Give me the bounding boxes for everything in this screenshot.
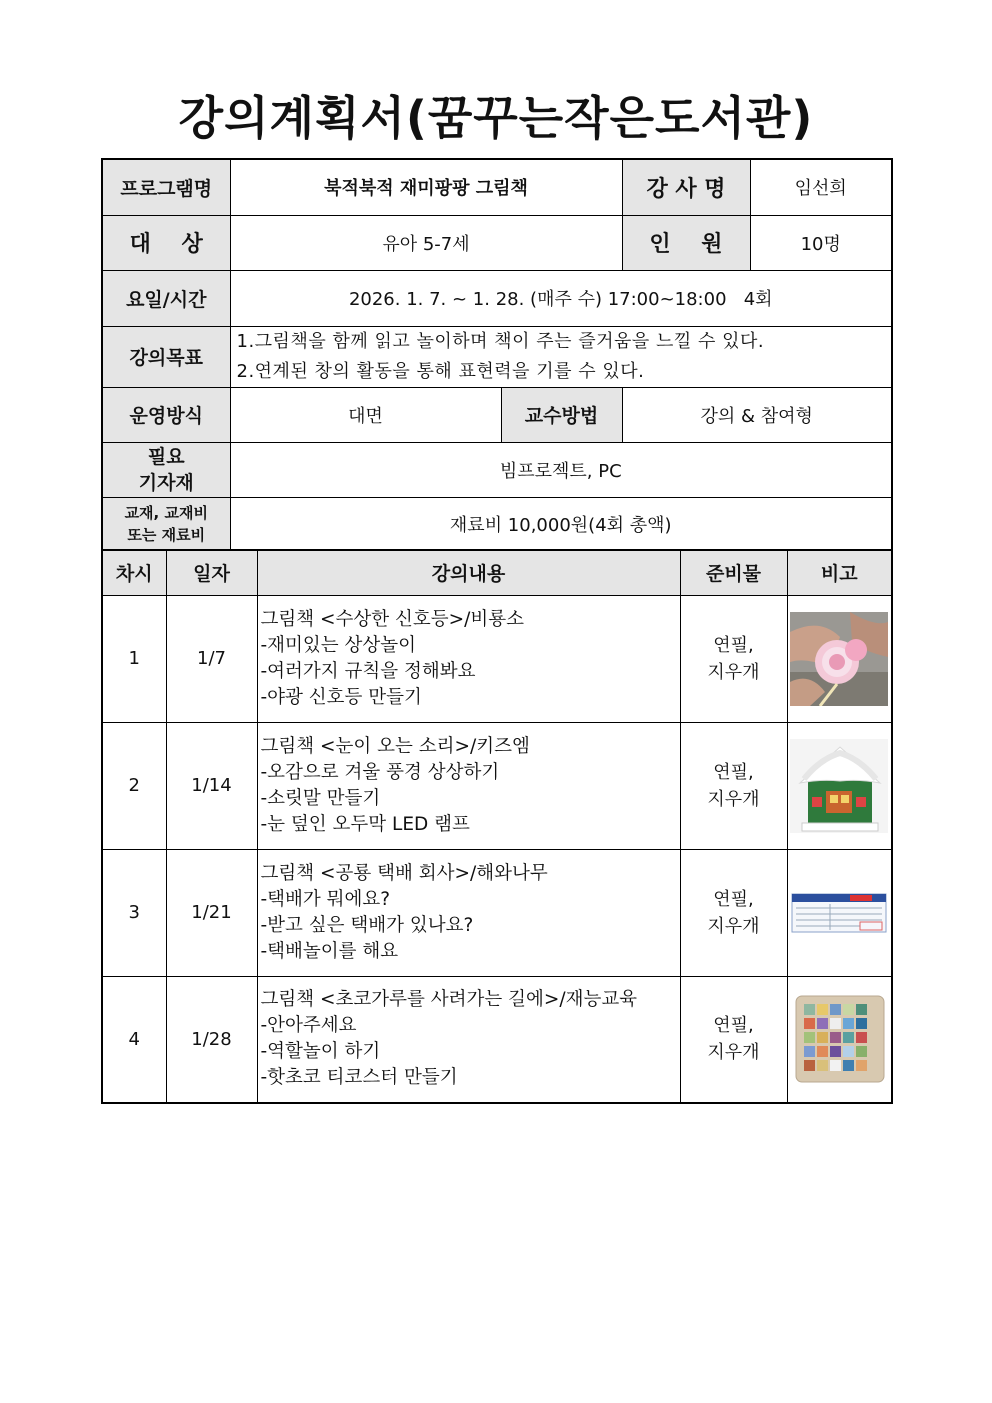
session-header: 차시 [102, 550, 166, 595]
content-line: -안아주세요 [260, 1015, 357, 1037]
session-prep [680, 722, 787, 849]
prep-line: 지우개 [707, 788, 760, 810]
content-line: -오감으로 겨울 풍경 상상하기 [260, 761, 500, 783]
material-label-line-1: 교재, 교재비 [124, 504, 208, 523]
content-line: 그림책 <공룡 택배 회사>/해와나무 [260, 862, 548, 884]
equipment-label-line-2: 기자재 [138, 471, 194, 494]
table-row [102, 722, 892, 849]
table-row [102, 595, 892, 722]
session-number: 3 [102, 849, 166, 976]
tile-coaster-photo [790, 992, 888, 1086]
content-line: -핫초코 티코스터 만들기 [260, 1067, 458, 1089]
content-line: -받고 싶은 택배가 있나요? [260, 914, 474, 936]
session-number: 1 [102, 595, 166, 722]
material-label-line-2: 또는 재료비 [127, 526, 206, 545]
content-header: 강의내용 [257, 550, 680, 595]
session-prep [680, 595, 787, 722]
prep-line: 연필, [713, 888, 754, 910]
table-row [102, 849, 892, 976]
prep-line: 지우개 [707, 915, 760, 937]
equipment-value: 빔프로젝트, PC [230, 442, 892, 497]
instructor-value: 임선희 [750, 159, 892, 215]
goal-line-1: 1.그림책을 함께 읽고 놀이하며 책이 주는 즐거움을 느낄 수 있다. [236, 330, 765, 352]
goal-line-2: 2.연계된 창의 활동을 통해 표현력을 기를 수 있다. [236, 360, 645, 382]
note-cell [787, 976, 892, 1103]
method-value: 대면 [230, 387, 501, 442]
prep-line: 연필, [713, 634, 754, 656]
content-line: -재미있는 상상놀이 [260, 634, 417, 656]
goal-label: 강의목표 [102, 326, 230, 387]
content-line: -역할놀이 하기 [260, 1041, 381, 1063]
session-number: 4 [102, 976, 166, 1103]
content-line: -야광 신호등 만들기 [260, 686, 422, 708]
program-label: 프로그램명 [102, 159, 230, 215]
note-cell [787, 722, 892, 849]
session-date: 1/7 [166, 595, 257, 722]
prep-line: 연필, [713, 761, 754, 783]
capacity-value: 10명 [750, 215, 892, 270]
session-date: 1/21 [166, 849, 257, 976]
note-header: 비고 [787, 550, 892, 595]
content-line: -소릿말 만들기 [260, 787, 381, 809]
content-line: -눈 덮인 오두막 LED 램프 [260, 813, 470, 835]
content-line: 그림책 <눈이 오는 소리>/키즈엠 [260, 735, 530, 757]
schedule-table [101, 549, 893, 1104]
session-prep [680, 976, 787, 1103]
snow-cabin-lamp-photo [790, 739, 888, 833]
session-content [257, 595, 680, 722]
content-line: -여러가지 규칙을 정해봐요 [260, 660, 476, 682]
schedule-value: 2026. 1. 7. ~ 1. 28. (매주 수) 17:00~18:00 4회 [230, 270, 892, 326]
method-label: 운영방식 [102, 387, 230, 442]
date-header: 일자 [166, 550, 257, 595]
session-date: 1/14 [166, 722, 257, 849]
lollipop-craft-photo [790, 612, 888, 706]
session-content [257, 722, 680, 849]
prep-line: 지우개 [707, 661, 760, 683]
note-cell [787, 849, 892, 976]
teaching-label: 교수방법 [501, 387, 622, 442]
table-row [102, 976, 892, 1103]
session-date: 1/28 [166, 976, 257, 1103]
goal-text [230, 326, 892, 387]
session-content [257, 976, 680, 1103]
page-title: 강의계획서(꿈꾸는작은도서관) [178, 91, 814, 145]
session-content [257, 849, 680, 976]
prep-line: 지우개 [707, 1042, 760, 1064]
prep-header: 준비물 [680, 550, 787, 595]
schedule-label: 요일/시간 [102, 270, 230, 326]
content-line: -택배놀이를 해요 [260, 940, 399, 962]
target-value: 유아 5-7세 [230, 215, 622, 270]
note-cell [787, 595, 892, 722]
session-prep [680, 849, 787, 976]
content-line: 그림책 <수상한 신호등>/비룡소 [260, 608, 524, 630]
equipment-label-line-1: 필요 [147, 445, 185, 468]
material-label [102, 497, 230, 552]
capacity-label: 인 원 [622, 215, 750, 270]
program-value: 북적북적 재미팡팡 그림책 [230, 159, 622, 215]
content-line: -택배가 뭐에요? [260, 888, 391, 910]
instructor-label: 강 사 명 [622, 159, 750, 215]
content-line: 그림책 <초코가루를 사려가는 길에>/재능교육 [260, 989, 638, 1011]
course-info-table [101, 158, 893, 553]
session-number: 2 [102, 722, 166, 849]
equipment-label [102, 442, 230, 497]
delivery-slip-photo [790, 866, 888, 960]
material-value: 재료비 10,000원(4회 총액) [230, 497, 892, 552]
prep-line: 연필, [713, 1015, 754, 1037]
target-label: 대 상 [102, 215, 230, 270]
teaching-value: 강의 & 참여형 [622, 387, 892, 442]
